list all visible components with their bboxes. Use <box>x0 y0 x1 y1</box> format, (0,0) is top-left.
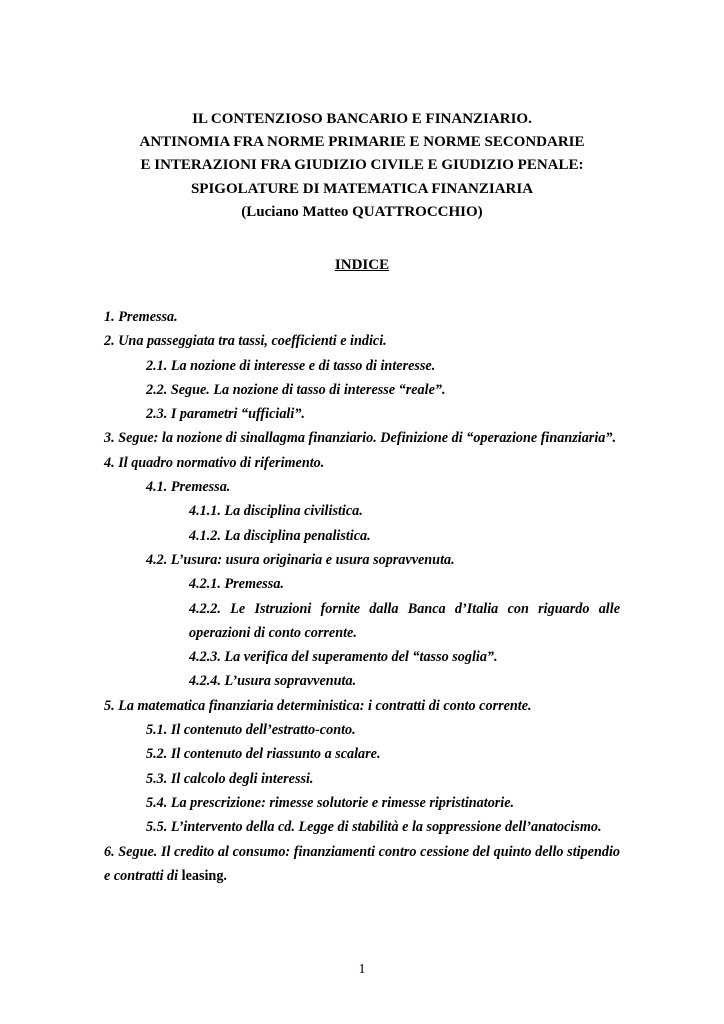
title-line: E INTERAZIONI FRA GIUDIZIO CIVILE E GIUDIZIO PENALE: <box>140 157 584 174</box>
table-of-contents <box>104 305 620 888</box>
page-number: 1 <box>358 962 366 977</box>
toc-entry: 4.1.1. La disciplina civilistica. <box>189 503 363 520</box>
toc-entry: 4.1.2. La disciplina penalistica. <box>189 527 371 544</box>
toc-entry-suffix: leasing. <box>181 867 227 884</box>
toc-entry: 4.1. Premessa. <box>146 479 231 496</box>
toc-entry: 5. La matematica finanziaria deterministica: i contratti di conto corrente. <box>104 697 532 714</box>
toc-entry: 4.2. L’usura: usura originaria e usura sopravvenuta. <box>146 551 455 568</box>
toc-entry: 5.5. L’intervento della cd. Legge di stabilità e la soppressione dell’anatocismo. <box>146 819 602 836</box>
toc-entry: 4. Il quadro normativo di riferimento. <box>104 454 325 471</box>
toc-entry: 5.3. Il calcolo degli interessi. <box>146 770 314 787</box>
toc-entry: 4.2.2. Le Istruzioni fornite dalla Banca d’Italia con riguardo alle operazioni di conto corrente. <box>189 600 620 641</box>
toc-entry: 5.1. Il contenuto dell’estratto-conto. <box>146 722 356 739</box>
toc-entry: 5.2. Il contenuto del riassunto a scalare. <box>146 746 381 763</box>
index-heading: INDICE <box>334 257 390 273</box>
title-line: SPIGOLATURE DI MATEMATICA FINANZIARIA <box>190 180 534 197</box>
toc-entry: 1. Premessa. <box>104 309 178 325</box>
toc-entry: 2.2. Segue. La nozione di tasso di interesse “reale”. <box>146 381 446 398</box>
toc-entry: 3. Segue: la nozione di sinallagma finanziario. Definizione di “operazione finanziaria”. <box>104 430 617 447</box>
toc-entry: 4.2.4. L’usura sopravvenuta. <box>189 673 357 690</box>
title-line: IL CONTENZIOSO BANCARIO E FINANZIARIO. <box>192 111 532 127</box>
toc-entry: 5.4. La prescrizione: rimesse solutorie e rimesse ripristinatorie. <box>146 794 515 811</box>
document-title <box>0 108 724 224</box>
toc-entry-text: 6. Segue. Il credito al consumo: finanziamenti contro cessione del quinto dello stipendio e contratti di <box>104 843 620 884</box>
toc-entry: 4.2.1. Premessa. <box>189 576 284 593</box>
toc-entry: 2.1. La nozione di interesse e di tasso di interesse. <box>146 357 436 374</box>
toc-entry-last <box>104 840 620 889</box>
author-line: (Luciano Matteo QUATTROCCHIO) <box>241 203 483 220</box>
toc-entry: 4.2.3. La verifica del superamento del “tasso soglia”. <box>189 649 498 666</box>
title-line: ANTINOMIA FRA NORME PRIMARIE E NORME SECONDARIE <box>139 134 585 151</box>
toc-entry: 2. Una passeggiata tra tassi, coefficienti e indici. <box>104 333 387 350</box>
toc-entry: 2.3. I parametri “ufficiali”. <box>146 406 305 423</box>
